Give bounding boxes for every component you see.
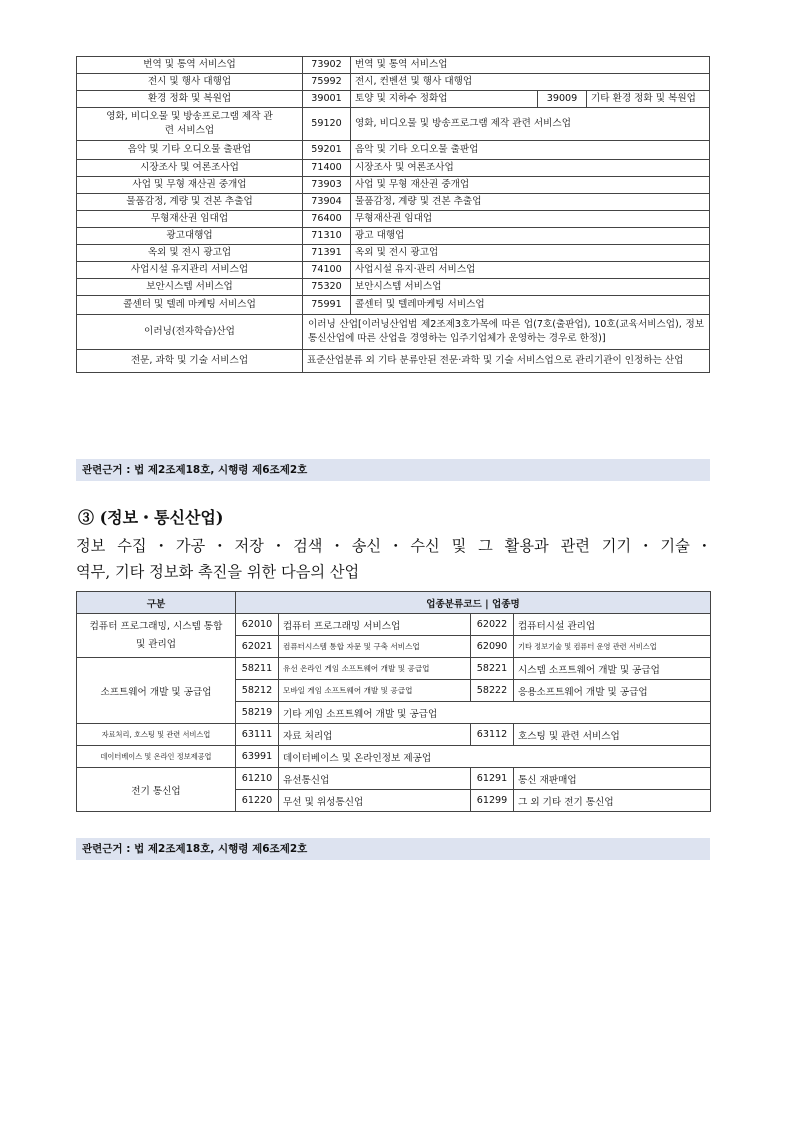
table-cell: 토양 및 지하수 정화업 <box>351 91 538 108</box>
table-row <box>77 658 711 680</box>
table-cell: 응용소프트웨어 개발 및 공급업 <box>514 680 711 702</box>
section-heading: ③ (정보・통신산업) <box>78 508 224 527</box>
table-cell: 58221 <box>471 658 514 680</box>
table-cell: 데이터베이스 및 온라인 정보제공업 <box>77 746 236 768</box>
table-cell: 물품감정, 계량 및 견본 추출업 <box>77 194 303 211</box>
table-header-row <box>77 592 711 614</box>
table-cell: 자료 처리업 <box>279 724 471 746</box>
table-row <box>77 768 711 790</box>
legal-basis-note: 관련근거 : 법 제2조제18호, 시행령 제6조제2호 <box>76 459 710 481</box>
table-cell: 물품감정, 계량 및 견본 추출업 <box>351 194 710 211</box>
table-cell: 75320 <box>303 279 351 296</box>
table-cell: 62021 <box>236 636 279 658</box>
industry-table-1 <box>76 56 710 373</box>
table-cell: 기타 정보기술 및 컴퓨터 운영 관련 서비스업 <box>514 636 711 658</box>
table-row <box>77 350 710 373</box>
table-cell: 75991 <box>303 296 351 315</box>
table-cell: 39001 <box>303 91 351 108</box>
table-cell: 컴퓨터시설 관리업 <box>514 614 711 636</box>
table-cell: 전시, 컨벤션 및 행사 대행업 <box>351 74 710 91</box>
table-row <box>77 262 710 279</box>
table-cell: 전시 및 행사 대행업 <box>77 74 303 91</box>
table-row <box>77 228 710 245</box>
table-row <box>77 724 711 746</box>
table-cell: 62022 <box>471 614 514 636</box>
table-cell: 73902 <box>303 57 351 74</box>
table-cell: 데이터베이스 및 온라인정보 제공업 <box>279 746 711 768</box>
table-cell: 71310 <box>303 228 351 245</box>
table-cell: 시스템 소프트웨어 개발 및 공급업 <box>514 658 711 680</box>
table-cell: 소프트웨어 개발 및 공급업 <box>77 658 236 724</box>
table-cell: 사업 및 무형 재산권 중개업 <box>351 177 710 194</box>
table-cell: 59120 <box>303 108 351 141</box>
table-cell: 호스팅 및 관련 서비스업 <box>514 724 711 746</box>
table-cell: 76400 <box>303 211 351 228</box>
table-cell: 영화, 비디오물 및 방송프로그램 제작 관련 서비스업 <box>351 108 710 141</box>
table-cell: 번역 및 통역 서비스업 <box>351 57 710 74</box>
table-cell: 유선 온라인 게임 소프트웨어 개발 및 공급업 <box>279 658 471 680</box>
table-cell: 유선통신업 <box>279 768 471 790</box>
table-cell: 보안시스템 서비스업 <box>351 279 710 296</box>
table-cell: 전문, 과학 및 기술 서비스업 <box>77 350 303 373</box>
table-row <box>77 194 710 211</box>
table-cell: 61291 <box>471 768 514 790</box>
table-cell: 이러닝 산업[이러닝산업법 제2조제3호가목에 따른 업(7호(출판업), 10호(교육서비스업), 정보통신산업에 따른 산업을 경영하는 입주기업체가 운영하는 경우로 한정)] <box>303 315 710 350</box>
table-cell: 59201 <box>303 141 351 160</box>
table-row <box>77 315 710 350</box>
table-cell: 73903 <box>303 177 351 194</box>
table-cell: 무형재산권 임대업 <box>351 211 710 228</box>
table-cell: 61220 <box>236 790 279 812</box>
table-row <box>77 177 710 194</box>
table-cell: 58219 <box>236 702 279 724</box>
section-intro: 정보 수집・가공・저장・검색・송신・수신 및 그 활용과 관련 기기・기술・ <box>76 537 712 555</box>
column-header: 업종분류코드 | 업종명 <box>236 592 711 614</box>
table-cell: 환경 정화 및 복원업 <box>77 91 303 108</box>
table-row <box>77 614 711 636</box>
table-cell: 58212 <box>236 680 279 702</box>
table-cell: 63991 <box>236 746 279 768</box>
table-cell: 71400 <box>303 160 351 177</box>
table-cell: 영화, 비디오물 및 방송프로그램 제작 관련 서비스업 <box>77 108 303 141</box>
section-intro-cont: 역무, 기타 정보화 촉진을 위한 다음의 산업 <box>76 563 360 581</box>
table-cell: 기타 환경 정화 및 복원업 <box>587 91 710 108</box>
table-cell: 콜센터 및 텔레 마케팅 서비스업 <box>77 296 303 315</box>
table-row <box>77 108 710 141</box>
table-cell: 보안시스템 서비스업 <box>77 279 303 296</box>
table-cell: 컴퓨터 프로그래밍, 시스템 통합 및 관리업 <box>77 614 236 658</box>
table-cell: 61299 <box>471 790 514 812</box>
table-row <box>77 160 710 177</box>
table-cell: 이러닝(전자학습)산업 <box>77 315 303 350</box>
table-cell: 통신 재판매업 <box>514 768 711 790</box>
table-cell: 58211 <box>236 658 279 680</box>
table-row <box>77 57 710 74</box>
table-cell: 무선 및 위성통신업 <box>279 790 471 812</box>
table-cell: 63111 <box>236 724 279 746</box>
table-row <box>77 279 710 296</box>
table-cell: 기타 게임 소프트웨어 개발 및 공급업 <box>279 702 711 724</box>
column-header: 구분 <box>77 592 236 614</box>
table-cell: 75992 <box>303 74 351 91</box>
table-cell: 73904 <box>303 194 351 211</box>
table-cell: 62010 <box>236 614 279 636</box>
table-cell: 옥외 및 전시 광고업 <box>77 245 303 262</box>
table-cell: 음악 및 기타 오디오물 출판업 <box>351 141 710 160</box>
table-cell: 자료처리, 호스팅 및 관련 서비스업 <box>77 724 236 746</box>
table-row <box>77 296 710 315</box>
table-cell: 39009 <box>538 91 587 108</box>
table-cell: 사업시설 유지관리 서비스업 <box>77 262 303 279</box>
table-cell: 음악 및 기타 오디오물 출판업 <box>77 141 303 160</box>
table-cell: 무형재산권 임대업 <box>77 211 303 228</box>
table-cell: 사업시설 유지·관리 서비스업 <box>351 262 710 279</box>
table-cell: 컴퓨터시스템 통합 자문 및 구축 서비스업 <box>279 636 471 658</box>
table-row <box>77 141 710 160</box>
table-cell: 광고대행업 <box>77 228 303 245</box>
table-cell: 컴퓨터 프로그래밍 서비스업 <box>279 614 471 636</box>
table-cell: 모바일 게임 소프트웨어 개발 및 공급업 <box>279 680 471 702</box>
table-cell: 그 외 기타 전기 통신업 <box>514 790 711 812</box>
table-cell: 시장조사 및 여론조사업 <box>77 160 303 177</box>
table-cell: 62090 <box>471 636 514 658</box>
table-row <box>77 746 711 768</box>
table-row <box>77 211 710 228</box>
table-cell: 71391 <box>303 245 351 262</box>
table-cell: 전기 통신업 <box>77 768 236 812</box>
table-row <box>77 245 710 262</box>
table-cell: 58222 <box>471 680 514 702</box>
table-cell: 옥외 및 전시 광고업 <box>351 245 710 262</box>
industry-table-2 <box>76 591 711 812</box>
table-cell: 61210 <box>236 768 279 790</box>
table-cell: 63112 <box>471 724 514 746</box>
table-cell: 번역 및 통역 서비스업 <box>77 57 303 74</box>
table-cell: 콜센터 및 텔레마케팅 서비스업 <box>351 296 710 315</box>
table-cell: 표준산업분류 외 기타 분류안된 전문·과학 및 기술 서비스업으로 관리기관이 인정하는 산업 <box>303 350 710 373</box>
table-row <box>77 74 710 91</box>
legal-basis-note: 관련근거 : 법 제2조제18호, 시행령 제6조제2호 <box>76 838 710 860</box>
table-cell: 사업 및 무형 재산권 중개업 <box>77 177 303 194</box>
table-row <box>77 91 710 108</box>
table-cell: 광고 대행업 <box>351 228 710 245</box>
table-cell: 74100 <box>303 262 351 279</box>
table-cell: 시장조사 및 여론조사업 <box>351 160 710 177</box>
